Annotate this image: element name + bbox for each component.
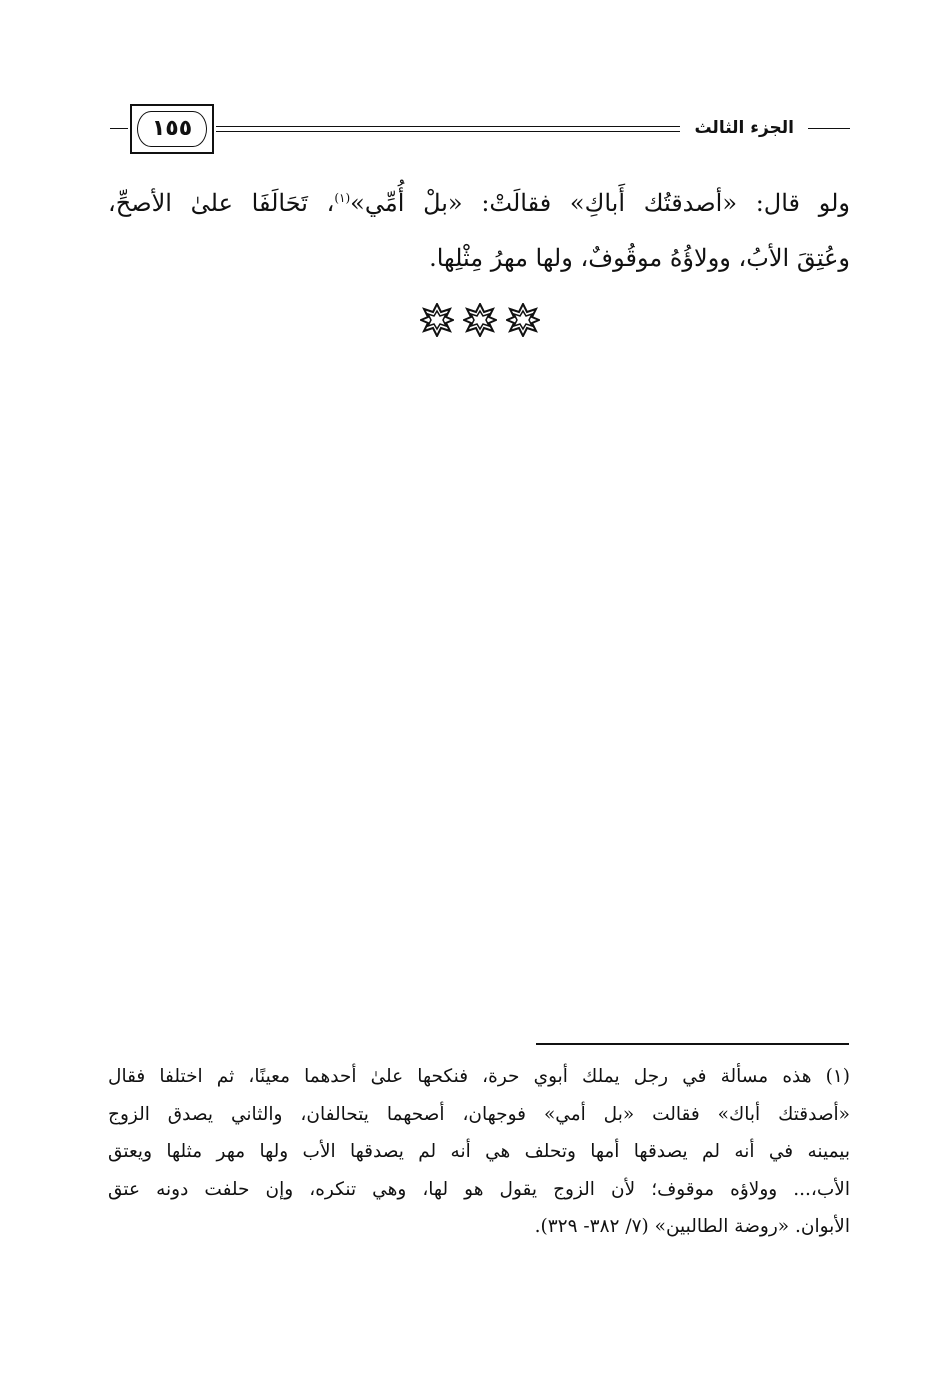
footnote-line: الأبوان. «روضة الطالبين» (٧/ ٣٨٢- ٣٢٩). — [534, 1216, 850, 1237]
header-rule-right-stub — [808, 128, 850, 129]
section-ornament — [420, 302, 540, 338]
main-text-segment: ، تَحَالَفَا علىٰ الأصحِّ، — [108, 189, 335, 217]
footnote-line: (١) هذه مسألة في رجل يملك أبوي حرة، فنكحها علىٰ أحدهما معينًا، ثم اختلفا فقال — [108, 1066, 850, 1087]
footnote-separator — [536, 1043, 849, 1045]
page-number-frame — [130, 104, 214, 154]
page-number-cartouche — [137, 111, 207, 147]
page-number: ١٥٥ — [151, 116, 193, 141]
running-header — [110, 100, 850, 160]
main-text — [108, 176, 850, 286]
header-rule-double — [216, 126, 680, 132]
header-rule-left-stub — [110, 128, 128, 129]
footnote-reference[interactable]: (١) — [334, 191, 351, 205]
main-text-line — [108, 176, 850, 231]
eight-point-star-icon — [420, 303, 454, 337]
footnote-line: الأب،... وولاؤه موقوف؛ لأن الزوج يقول هو لها، وهي تنكره، وإن حلفت دونه عتق — [108, 1178, 850, 1200]
main-text-segment: ولو قال: «أصدقتُك أَباكِ» فقالَتْ: «بلْ أُمِّي» — [350, 189, 851, 217]
footnote — [108, 1058, 850, 1246]
eight-point-star-icon — [506, 303, 540, 337]
running-title: الجزء الثالث — [694, 118, 794, 138]
main-text-line: وعُتِقَ الأبُ، وولاؤُهُ موقُوفٌ، ولها مهرُ مِثْلِها. — [429, 244, 850, 272]
eight-point-star-icon — [463, 303, 497, 337]
footnote-line: «أصدقتك أباك» فقالت «بل أمي» فوجهان، أصحهما يتحالفان، والثاني يصدق الزوج — [108, 1103, 850, 1125]
footnote-line: بيمينه في أنه لم يصدقها أمها وتحلف هي أنه لم يصدقها الأب ولها مهر مثلها ويعتق — [108, 1141, 850, 1162]
